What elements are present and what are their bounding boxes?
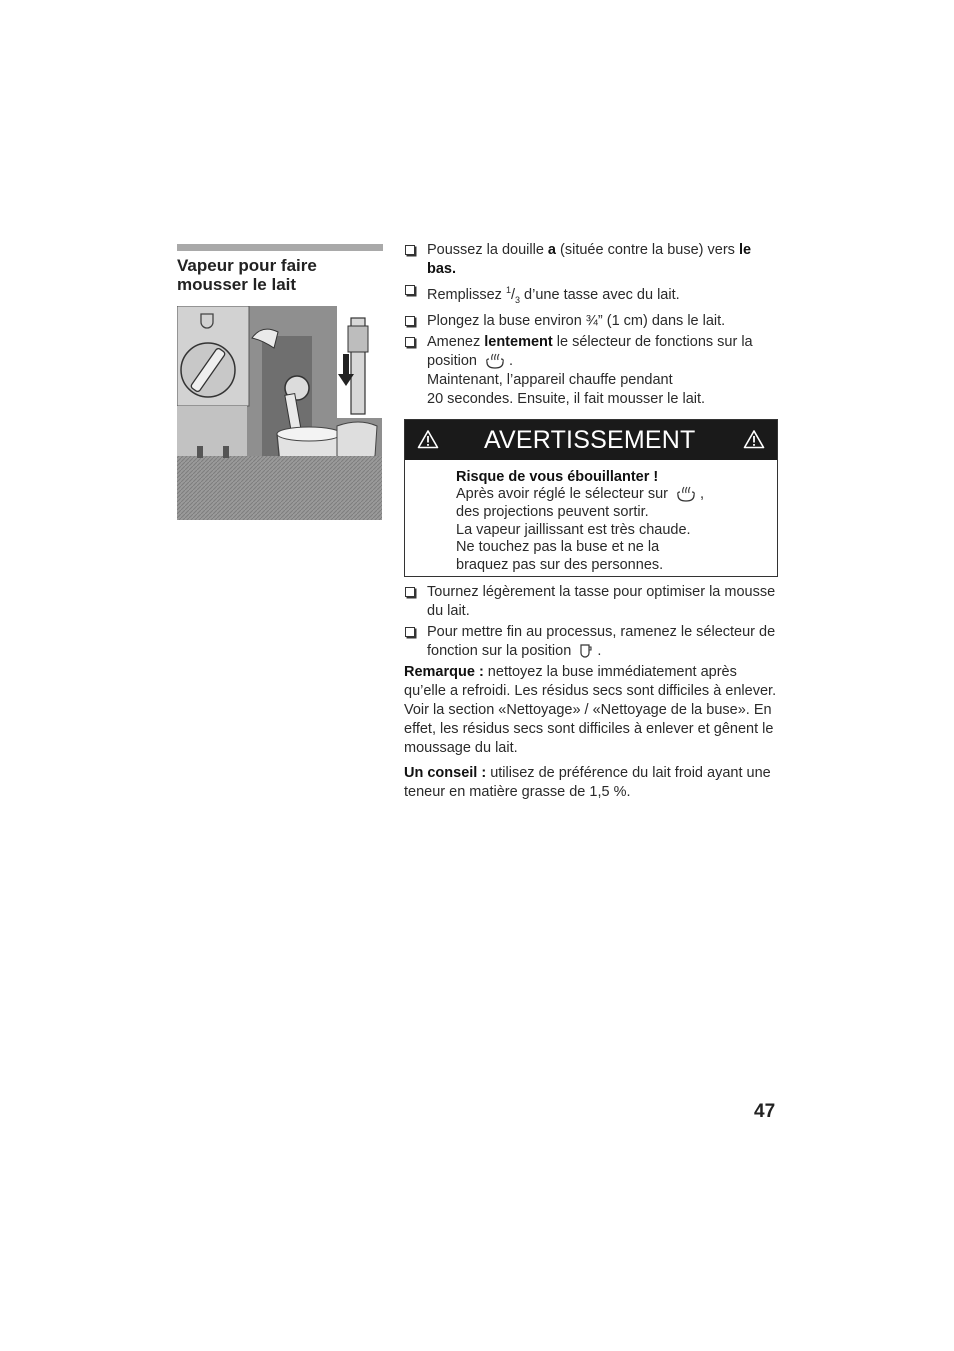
checkbox-icon — [405, 285, 415, 295]
warning-triangle-icon — [743, 429, 765, 449]
remark: Remarque : nettoyez la buse immédiatement après qu’elle a refroidi. Les résidus secs sont difficiles à enlever. Voir la section «Nettoyage» / «Nettoyage de la buse». En effet, les résidus secs sont difficiles à enlever et gênent le moussage du lait. — [404, 664, 777, 757]
warning-header — [405, 420, 777, 460]
checkbox-icon — [405, 587, 415, 597]
step-2: Remplissez $^1/_3$ d’une tasse avec du lait. — [404, 281, 778, 310]
steam-icon — [485, 353, 505, 369]
step-3: Plongez la buse environ ¾” (1 cm) dans le lait. — [404, 312, 778, 331]
warning-body: Risque de vous ébouillanter ! Après avoir réglé le sélecteur sur , des projections peuvent sortir. La vapeur jaillissant est très chaude. Ne touchez pas la buse et ne la braquez pas sur des personnes. — [456, 468, 705, 573]
section-title: Vapeur pour faire mousser le lait — [177, 256, 317, 294]
cup-icon — [579, 643, 593, 659]
checkbox-icon — [405, 627, 415, 637]
illustration-steam-nozzle — [177, 306, 382, 520]
checkbox-icon — [405, 245, 415, 255]
step-6: Pour mettre fin au processus, ramenez le sélecteur de fonction sur la position . — [404, 623, 778, 661]
step-1: Poussez la douille a (située contre la buse) vers le bas. — [404, 241, 778, 279]
warning-triangle-icon — [417, 429, 439, 449]
warning-title: AVERTISSEMENT — [484, 425, 696, 454]
checkbox-icon — [405, 316, 415, 326]
steam-icon — [676, 486, 696, 502]
checkbox-icon — [405, 337, 415, 347]
tip: Un conseil : utilisez de préférence du lait froid ayant une teneur en matière grasse de 1,5 %. — [404, 765, 771, 801]
instructions — [404, 241, 778, 808]
section-rule — [177, 244, 383, 251]
step-5: Tournez légèrement la tasse pour optimiser la mousse du lait. — [404, 583, 778, 621]
step-4: Amenez lentement le sélecteur de fonctions sur la position . Maintenant, l’appareil chauffe pendant 20 secondes. Ensuite, il fait mousser le lait. — [404, 333, 778, 409]
warning-box — [404, 419, 778, 578]
illustration-drawing — [177, 306, 382, 520]
page-number: 47 — [754, 1101, 776, 1122]
